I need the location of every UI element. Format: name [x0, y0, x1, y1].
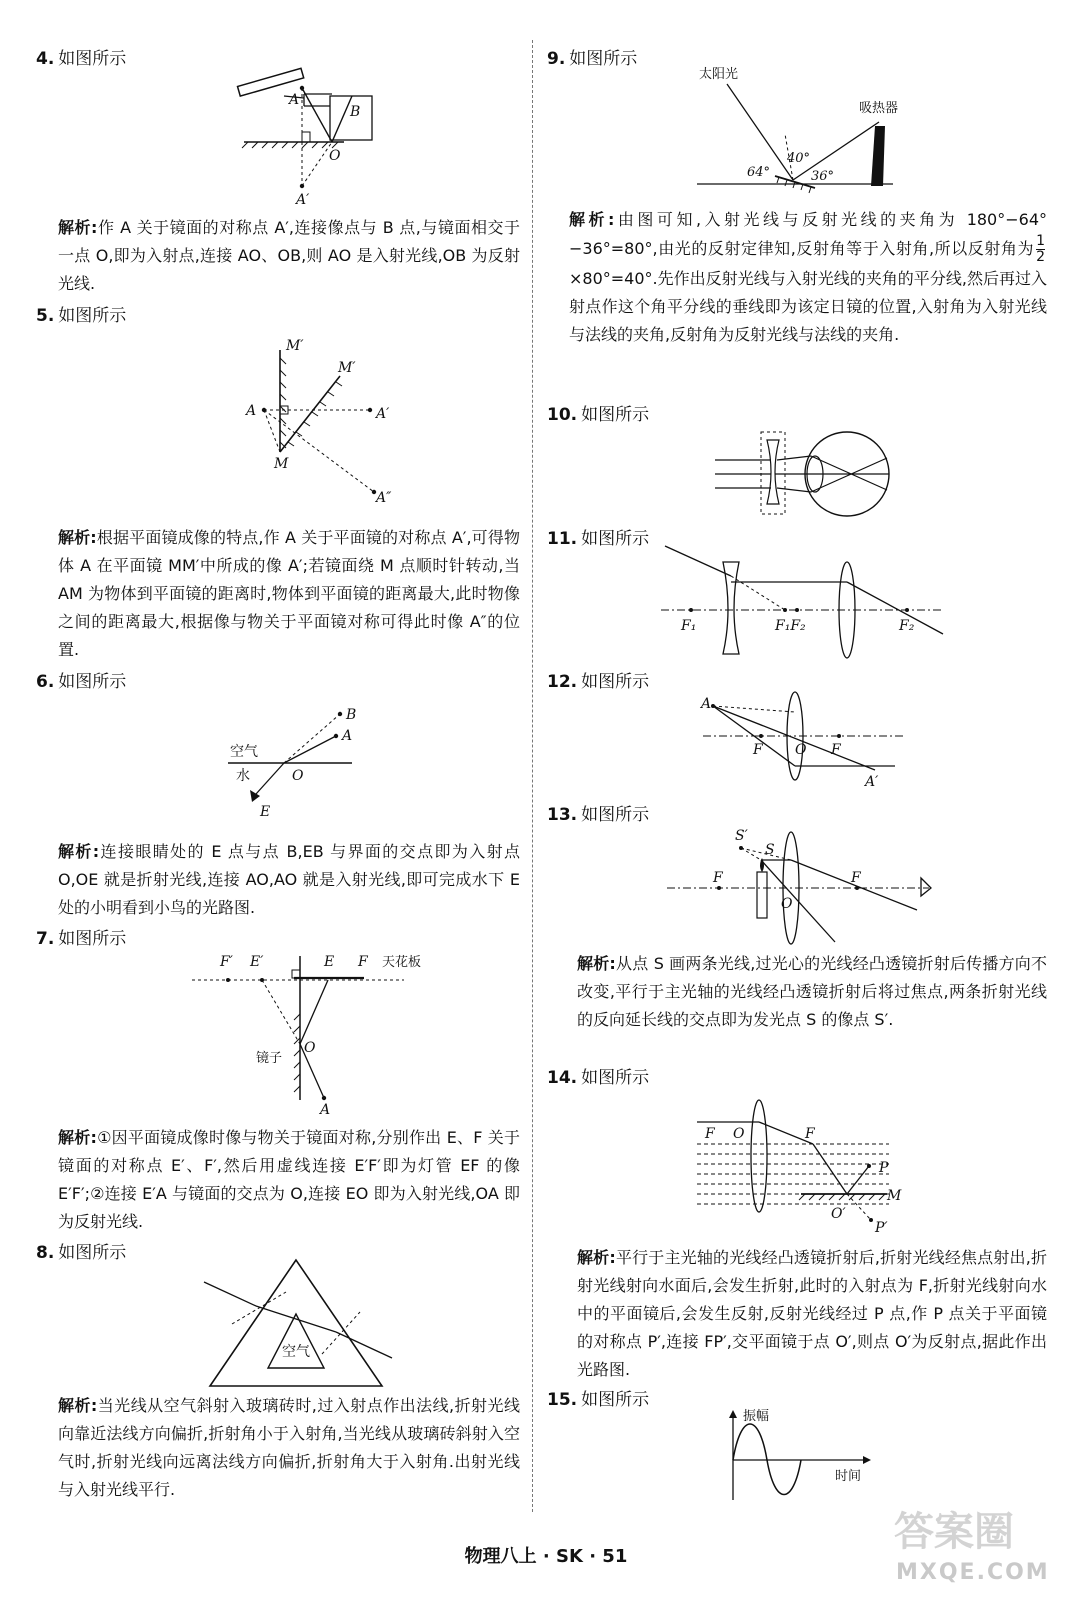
q14-label-o-prime: O′ — [831, 1206, 846, 1222]
q9-label-sun: 太阳光 — [699, 67, 739, 82]
q5-title: 如图所示 — [58, 306, 127, 326]
q7-explain-text: ①因平面镜成像时像与物关于镜面对称,分别作出 E、F 关于镜面的对称点 E′、F′,然后用虚线连接 E′F′即为灯管 EF 的像 E′F′;②连接 E′A 与镜面的交点为 O,连接 EO 即为入射光线,OA 即为反射光线. — [58, 1128, 520, 1231]
q6-explain-text: 连接眼睛处的 E 点与点 B,EB 与界面的交点即为入射点 O,OE 就是折射光线,连接 AO,AO 就是入射光线,即可完成水下 E 处的小明看到小鸟的光路图. — [58, 842, 520, 917]
page-footer: 物理八上 · SK · 51 — [464, 1546, 628, 1567]
q5-label-a: A — [246, 403, 257, 419]
q10-number: 10. — [547, 405, 578, 425]
q12-label-o: O — [795, 742, 807, 758]
q4-label-b: B — [350, 104, 361, 120]
q5-explain-text: 根据平面镜成像的特点,作 A 关于平面镜的对称点 A′,可得物体 A 在平面镜 MM′中所成的像 A′;若镜面绕 M 点顺时针转动,当 AM 为物体到平面镜的距离时,物体到平面镜的距离最大,此时物像之间的距离最大,根据像与物关于平面镜对称可得此时像 A″的位置. — [58, 528, 520, 659]
q12-label-f-left: F — [753, 742, 763, 758]
q14-number: 14. — [547, 1068, 578, 1088]
q9-label-angle-40: 40° — [787, 151, 811, 166]
q13-explanation — [577, 950, 1047, 1034]
q11-label-f1-left: F₁ — [681, 618, 697, 634]
q5-label-a-double-prime: A″ — [376, 490, 392, 506]
q5-label-m: M — [274, 456, 289, 472]
q11-number: 11. — [547, 529, 578, 549]
q13-label-f-right: F — [851, 870, 861, 886]
q5-explain-label: 解析: — [58, 528, 97, 547]
q7-label-e: E — [324, 954, 335, 970]
q15-title: 如图所示 — [581, 1390, 650, 1410]
q14-title: 如图所示 — [581, 1068, 650, 1088]
q7-heading — [36, 924, 126, 949]
q5-label-m-prime-top: M′ — [286, 338, 304, 354]
q12-label-f-right: F — [831, 742, 841, 758]
q4-explain-text: 作 A 关于镜面的对称点 A′,连接像点与 B 点,与镜面相交于一点 O,即为入射点,连接 AO、OB,则 AO 是入射光线,OB 为反射光线. — [58, 218, 520, 293]
q4-explain-label: 解析: — [58, 218, 98, 237]
q14-label-p: P — [879, 1160, 889, 1176]
q13-heading — [547, 800, 649, 825]
q7-explanation — [58, 1124, 520, 1236]
watermark-logo: 答案圈 — [894, 1509, 1014, 1555]
q11-label-f2-right: F₂ — [899, 618, 915, 634]
q6-title: 如图所示 — [58, 672, 127, 692]
q10-figure — [711, 426, 901, 522]
q9-explanation — [569, 206, 1047, 349]
q8-label-air: 空气 — [282, 1344, 310, 1360]
q8-explain-text: 当光线从空气斜射入玻璃砖时,过入射点作出法线,折射光线向靠近法线方向偏折,折射角小于入射角,当光线从玻璃砖斜射入空气时,折射光线向远离法线方向偏折,折射角大于入射角.出射光线与入射光线平行. — [58, 1396, 520, 1499]
q15-label-amplitude: 振幅 — [743, 1409, 770, 1424]
q14-explanation — [577, 1244, 1047, 1384]
q4-figure — [232, 68, 362, 208]
q6-label-e: E — [260, 804, 271, 820]
q7-label-mirror: 镜子 — [256, 1051, 283, 1066]
q7-number: 7. — [36, 929, 55, 949]
q15-number: 15. — [547, 1390, 578, 1410]
q13-label-s: S — [765, 842, 775, 858]
q13-explain-label: 解析: — [577, 954, 616, 973]
q6-label-b: B — [346, 707, 357, 723]
q7-explain-label: 解析: — [58, 1128, 97, 1147]
q7-label-a: A — [320, 1102, 331, 1118]
q13-figure — [665, 826, 935, 946]
q14-heading — [547, 1063, 649, 1088]
q4-title: 如图所示 — [58, 49, 127, 69]
q6-heading — [36, 667, 126, 692]
q13-label-o: O — [781, 896, 793, 912]
q10-heading — [547, 400, 649, 425]
q6-number: 6. — [36, 672, 55, 692]
q14-label-f-left: F — [705, 1126, 715, 1142]
q14-label-p-prime: P′ — [875, 1220, 888, 1236]
q12-title: 如图所示 — [581, 672, 650, 692]
q8-explanation — [58, 1392, 520, 1504]
q4-label-a: A — [289, 92, 300, 108]
q6-figure — [222, 700, 382, 820]
q8-number: 8. — [36, 1243, 55, 1263]
q6-label-o: O — [292, 768, 304, 784]
q14-explain-text: 平行于主光轴的光线经凸透镜折射后,折射光线经焦点射出,折射光线射向水面后,会发生折射,此时的入射点为 F,折射光线射向水中的平面镜后,会发生反射,反射光线经过 P 点,作 P 点关于平面镜的对称点 P′,连接 FP′,交平面镜于点 O′,则点 O′为反射点,据此作出光路图. — [577, 1248, 1047, 1379]
q11-title: 如图所示 — [581, 529, 650, 549]
q6-explain-label: 解析: — [58, 842, 100, 861]
watermark — [884, 1500, 1074, 1590]
q4-label-o: O — [329, 148, 341, 164]
q9-explain-label: 解析: — [569, 210, 615, 229]
q7-label-ceiling: 天花板 — [382, 955, 422, 970]
q9-label-absorber: 吸热器 — [859, 101, 899, 116]
q14-label-o: O — [733, 1126, 745, 1142]
watermark-url: MXQE.COM — [896, 1560, 1050, 1585]
q9-title: 如图所示 — [569, 49, 638, 69]
q7-label-o: O — [304, 1040, 316, 1056]
q12-label-a-prime: A′ — [865, 774, 879, 790]
q5-number: 5. — [36, 306, 55, 326]
q9-number: 9. — [547, 49, 566, 69]
q11-figure — [657, 542, 947, 658]
q7-label-f: F — [358, 954, 368, 970]
q4-explanation — [58, 214, 520, 298]
q13-title: 如图所示 — [581, 805, 650, 825]
q14-explain-label: 解析: — [577, 1248, 616, 1267]
q11-label-f1-f2: F₁F₂ — [775, 618, 806, 634]
q9-heading — [547, 44, 637, 69]
q15-label-time: 时间 — [835, 1469, 862, 1484]
q6-explanation — [58, 838, 520, 922]
q12-heading — [547, 667, 649, 692]
q13-explain-text: 从点 S 画两条光线,过光心的光线经凸透镜折射后传播方向不改变,平行于主光轴的光线经凸透镜折射后将过焦点,两条折射光线的反向延长线的交点即为发光点 S 的像点 S′. — [577, 954, 1047, 1029]
column-divider — [532, 40, 533, 1512]
q9-figure — [693, 64, 923, 194]
q15-heading — [547, 1385, 649, 1410]
q6-label-water: 水 — [236, 768, 250, 784]
q15-figure — [725, 1408, 875, 1504]
q9-fraction-numerator: 1 — [1036, 233, 1045, 249]
q7-title: 如图所示 — [58, 929, 127, 949]
q7-label-f-prime: F′ — [220, 954, 233, 970]
q8-explain-label: 解析: — [58, 1396, 98, 1415]
q13-label-s-prime: S′ — [735, 828, 748, 844]
q14-figure — [697, 1082, 917, 1242]
q4-heading — [36, 44, 126, 69]
q9-fraction — [1036, 234, 1045, 265]
q7-label-e-prime: E′ — [250, 954, 264, 970]
q10-title: 如图所示 — [581, 405, 650, 425]
q9-label-angle-36: 36° — [811, 169, 835, 184]
q5-label-a-prime: A′ — [376, 406, 390, 422]
q12-figure — [699, 690, 909, 790]
q6-label-air: 空气 — [230, 744, 258, 760]
q5-explanation — [58, 524, 520, 664]
q6-label-a: A — [342, 728, 353, 744]
q5-label-m-prime-side: M′ — [338, 360, 356, 376]
q9-fraction-denominator: 2 — [1036, 249, 1045, 265]
q14-label-f-right: F — [805, 1126, 815, 1142]
q9-explain-text-1: 由图可知,入射光线与反射光线的夹角为 180°−64°−36°=80°,由光的反射定律知,反射角等于入射角,所以反射角为 — [569, 210, 1047, 258]
q5-figure — [204, 334, 392, 510]
q9-explain-text-2: ×80°=40°.先作出反射光线与入射光线的夹角的平分线,然后再过入射点作这个角平分线的垂线即为该定日镜的位置,入射角为入射光线与法线的夹角,反射角为反射光线与法线的夹角. — [569, 269, 1047, 344]
q12-label-a: A — [701, 696, 712, 712]
q5-heading — [36, 301, 126, 326]
q12-number: 12. — [547, 672, 578, 692]
q8-title: 如图所示 — [58, 1243, 127, 1263]
q11-heading — [547, 524, 649, 549]
q13-label-f-left: F — [713, 870, 723, 886]
q8-figure — [196, 1256, 396, 1390]
q13-number: 13. — [547, 805, 578, 825]
q9-label-angle-64: 64° — [747, 165, 771, 180]
q4-number: 4. — [36, 49, 55, 69]
q7-figure — [184, 948, 422, 1122]
q4-label-a-prime: A′ — [296, 192, 310, 208]
q8-heading — [36, 1238, 126, 1263]
q14-label-m: M — [887, 1188, 902, 1204]
